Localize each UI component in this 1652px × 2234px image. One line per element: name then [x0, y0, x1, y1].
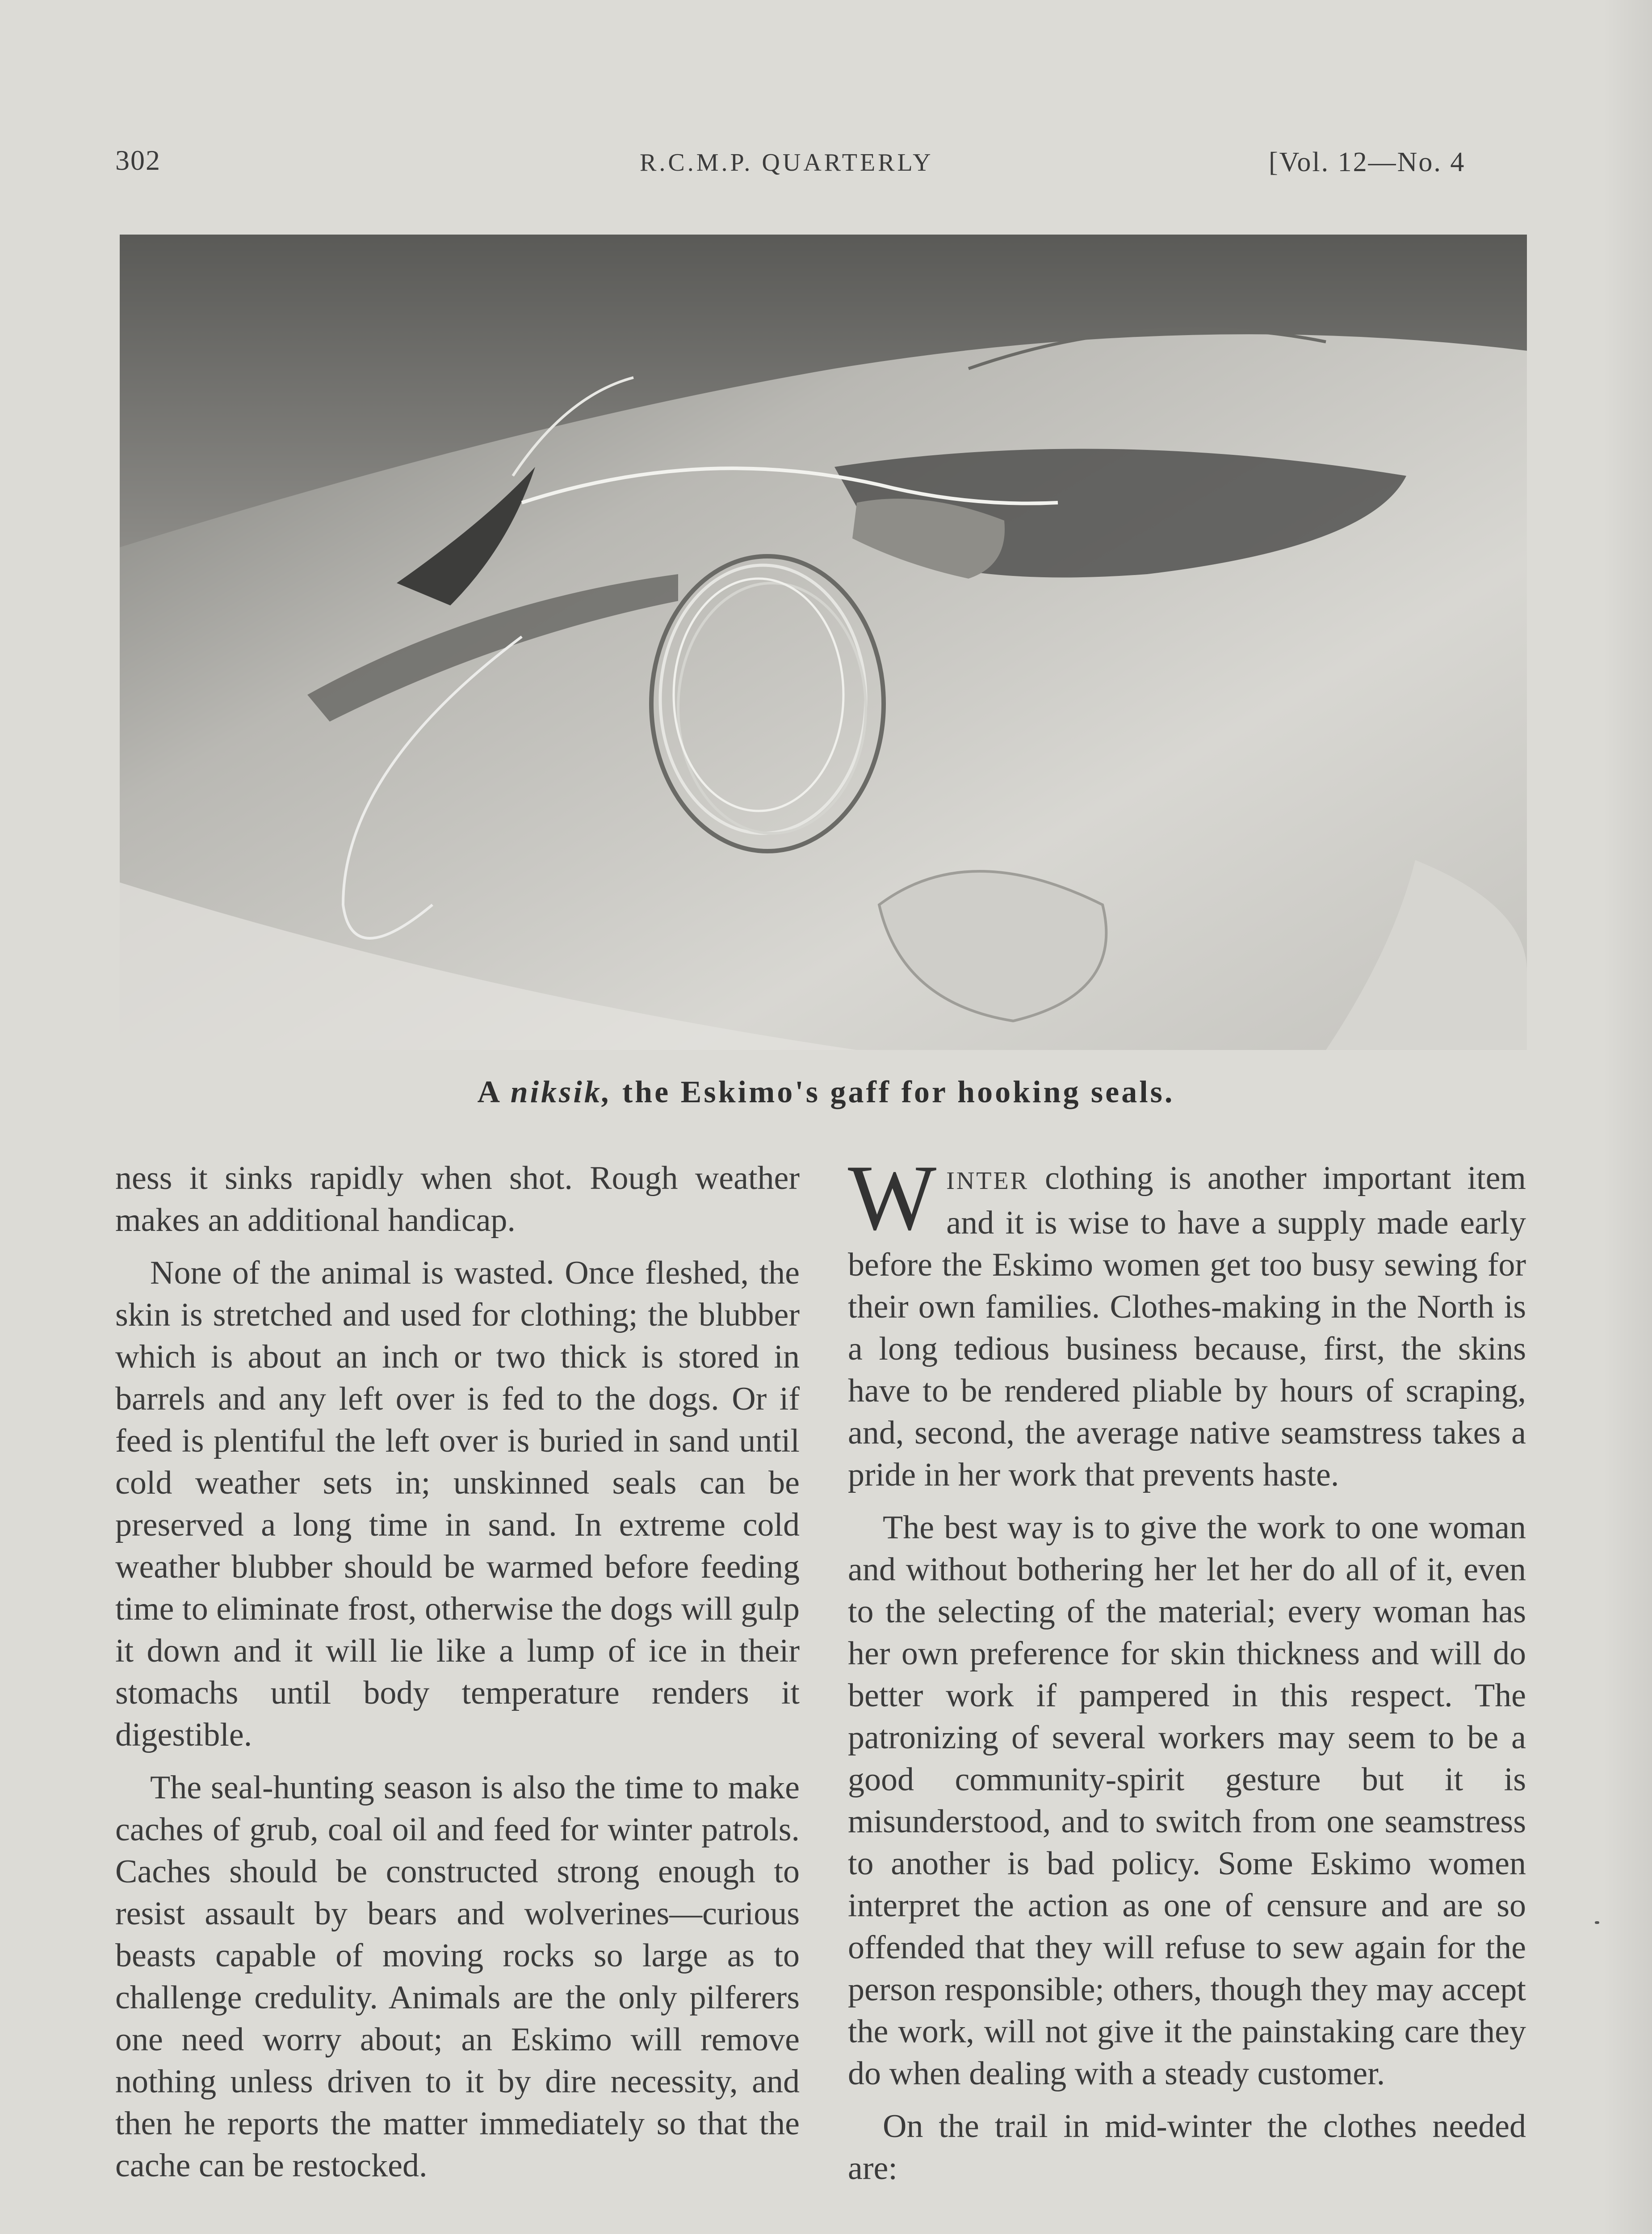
paragraph: The best way is to give the work to one woman and without bothering her let her do all of it, even to the selecting of the material; every woman has her own preference for skin thickness and will do better work if pampered in this respect. The patronizing of several workers may seem to be a good community-spirit gesture but it is misunderstood, and to switch from one seamstress to another is bad policy. Some Eskimo women interpret the action as one of censure and are so offended that they will refuse to sew again for the person responsible; others, though they may accept the work, will not give it the painstaking care they do when dealing with a steady customer. [848, 1509, 1526, 2092]
running-title: R.C.M.P. QUARTERLY [640, 149, 934, 176]
print-speck [1595, 1921, 1599, 1924]
right-column [848, 1146, 1526, 2200]
issue-info: [Vol. 12—No. 4 [1269, 147, 1466, 177]
paragraph [848, 1146, 1526, 1496]
paragraph: ness it sinks rapidly when shot. Rough weather makes an additional handicap. [115, 1160, 800, 1239]
caption-rest: the Eskimo's gaff for hooking seals. [622, 1075, 1175, 1109]
caption-term: niksik, [510, 1075, 612, 1109]
photo-illustration [120, 235, 1527, 1050]
figure-caption [0, 1075, 1652, 1110]
niksik-photograph [120, 235, 1527, 1050]
paragraph: The seal-hunting season is also the time to make caches of grub, coal oil and feed for winter patrols. Caches should be constructed strong enough to resist assault by bears and wolverines—curious beasts capable of moving rocks so large as to challenge credulity. Animals are the only pilferers one need worry about; an Eskimo will remove nothing unless driven to it by dire necessity, and then he reports the matter immediately so that the cache can be restocked. [115, 1769, 800, 2184]
caption-prefix: A [477, 1075, 501, 1109]
paragraph: On the trail in mid-winter the clothes needed are: [848, 2108, 1526, 2187]
lead-in-smallcaps: INTER [946, 1167, 1029, 1195]
drop-cap: W [848, 1146, 937, 1250]
paragraph-text: clothing is another important item and it is wise to have a supply made early before the Eskimo women get too busy sewing for their own families. Clothes-making in the North is a long tedious business because, first, the skins have to be rendered pliable by hours of scraping, and, second, the average native seamstress takes a pride in her work that prevents haste. [848, 1160, 1526, 1493]
page-header [0, 144, 1652, 184]
paragraph: None of the animal is wasted. Once fleshed, the skin is stretched and used for clothing; the blubber which is about an inch or two thick is stored in barrels and any left over is fed to the dogs. Or if feed is plentiful the left over is buried in sand until cold weather sets in; unskinned seals can be preserved a long time in sand. In extreme cold weather blubber should be warmed before feeding time to eliminate frost, otherwise the dogs will gulp it down and it will lie like a lump of ice in their stomachs until body temperature renders it digestible. [115, 1255, 800, 1753]
left-column [115, 1157, 800, 2197]
page-number: 302 [115, 144, 161, 176]
page-edge-shadow [1603, 0, 1652, 2234]
